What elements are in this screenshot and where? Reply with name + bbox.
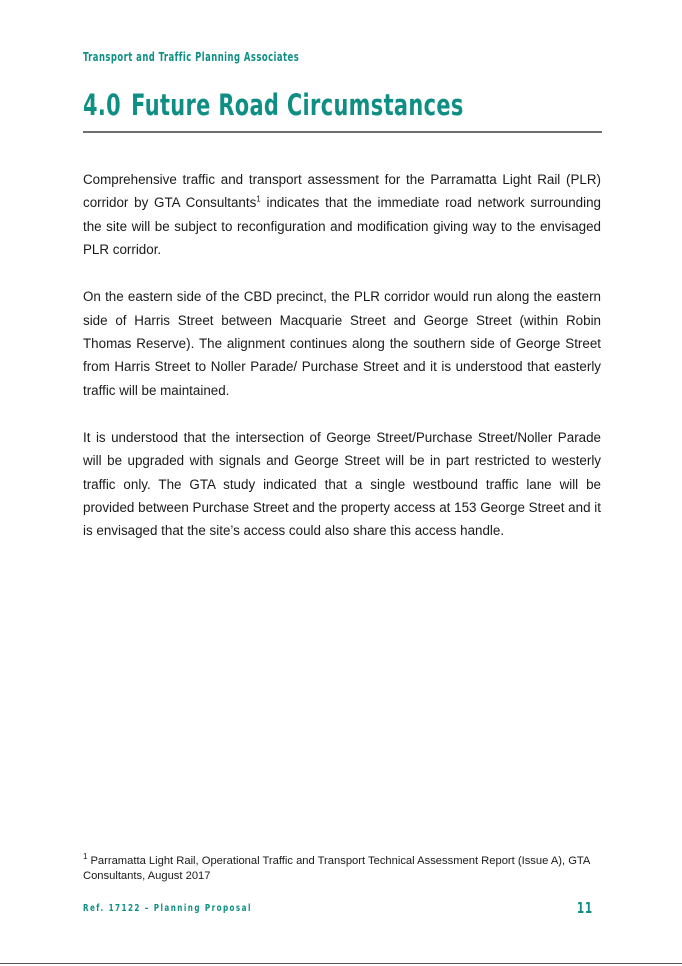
body-text [83, 168, 601, 566]
footnote [83, 854, 603, 883]
section-number: 4.0 [83, 88, 122, 122]
section-title: Future Road Circumstances [131, 88, 464, 122]
footnote-mark: 1 [83, 852, 88, 862]
paragraph-1-part-1: Comprehensive traffic and transport assessment for the Parramatta Light Rail (PLR) corridor by GTA Consultants [83, 172, 601, 211]
page-bottom-divider [0, 963, 682, 964]
paragraph-2: On the eastern side of the CBD precinct, the PLR corridor would run along the eastern side of Harris Street between Macquarie Street and George Street (within Robin Thomas Reserve). The alignment continues along the southern side of George Street from Harris Street to Noller Parade/ Purchase Street and it is understood that easterly traffic will be maintained. [83, 289, 601, 398]
paragraph-3: It is understood that the intersection of George Street/Purchase Street/Noller Parade will be upgraded with signals and George Street will be in part restricted to westerly traffic only. The GTA study indicated that a single westbound traffic lane will be provided between Purchase Street and the property access at 153 George Street and it is envisaged that the site’s access could also share this access handle. [83, 429, 601, 539]
page-number: 11 [576, 899, 593, 917]
paragraph-1-part-2: indicates that the immediate road network surrounding the site will be subject to reconfiguration and modification giving way to the envisaged PLR corridor. [83, 195, 601, 258]
running-header: Transport and Traffic Planning Associates [83, 50, 300, 64]
heading-divider [83, 131, 602, 133]
paragraph-1 [83, 168, 601, 262]
section-heading [83, 88, 464, 122]
footnote-reference[interactable]: 1 [256, 194, 261, 204]
footnote-text: Parramatta Light Rail, Operational Traffic and Transport Technical Assessment Report (Issue A), GTA Consultants, August 2017 [83, 855, 590, 882]
footer-reference: Ref. 17122 – Planning Proposal [83, 903, 252, 914]
